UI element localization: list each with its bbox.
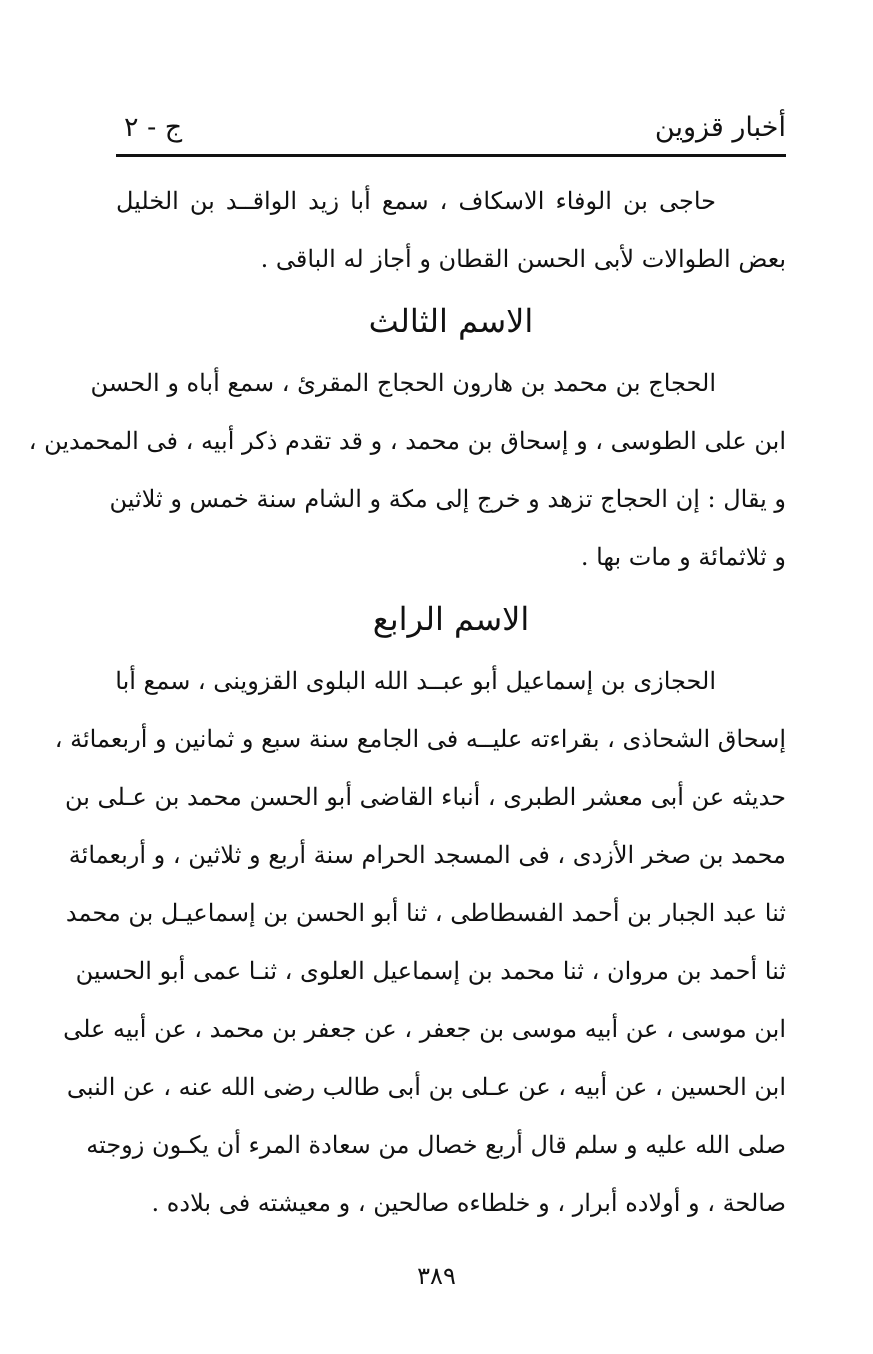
text-line: حديثه عن أبى معشر الطبرى ، أنباء القاضى أبو الحسن محمد بن عـلى بن	[64, 783, 786, 811]
page-number: ٣٨٩	[417, 1262, 456, 1290]
running-header	[116, 108, 786, 154]
paragraph	[116, 172, 786, 288]
section-heading: الاسم الثالث	[368, 302, 534, 340]
header-book-title: أخبار قزوين	[654, 112, 786, 143]
text-line: ثنا عبد الجبار بن أحمد الفسطاطى ، ثنا أبو الحسن بن إسماعيـل بن محمد	[65, 899, 786, 927]
text-line: ابن على الطوسى ، و إسحاق بن محمد ، و قد تقدم ذكر أبيه ، فى المحمدين ،	[28, 427, 786, 455]
header-rule	[116, 154, 786, 157]
text-line: صالحة ، و أولاده أبرار ، و خلطاءه صالحين ، و معيشته فى بلاده .	[151, 1189, 786, 1217]
text-line: صلى الله عليه و سلم قال أربع خصال من سعادة المرء أن يكـون زوجته	[86, 1131, 786, 1159]
text-line: محمد بن صخر الأزدى ، فى المسجد الحرام سنة أربع و ثلاثين ، و أربعمائة	[68, 841, 786, 869]
text-line: و يقال : إن الحجاج تزهد و خرج إلى مكة و الشام سنة خمس و ثلاثين	[109, 485, 786, 513]
text-line: ثنا أحمد بن مروان ، ثنا محمد بن إسماعيل العلوى ، ثنـا عمى أبو الحسين	[75, 957, 786, 985]
text-line: إسحاق الشحاذى ، بقراءته عليــه فى الجامع سنة سبع و ثمانين و أربعمائة ،	[54, 725, 786, 753]
text-line: الحجازى بن إسماعيل أبو عبــد الله البلوى القزوينى ، سمع أبا	[115, 667, 716, 695]
header-volume-number: ج - ٢	[124, 112, 183, 143]
section-heading: الاسم الرابع	[372, 600, 530, 638]
text-line: ابن موسى ، عن أبيه موسى بن جعفر ، عن جعفر بن محمد ، عن أبيه على	[63, 1015, 786, 1043]
text-line: حاجى بن الوفاء الاسكاف ، سمع أبا زيد الواقــد بن الخليل	[116, 187, 716, 215]
text-line: ابن الحسين ، عن أبيه ، عن عـلى بن أبى طالب رضى الله عنه ، عن النبى	[66, 1073, 786, 1101]
text-line: و ثلاثمائة و مات بها .	[580, 543, 786, 571]
paragraph	[28, 354, 786, 586]
page-body	[28, 172, 786, 1232]
paragraph	[54, 652, 786, 1232]
text-line: الحجاج بن محمد بن هارون الحجاج المقرئ ، سمع أباه و الحسن	[90, 369, 716, 397]
text-line: بعض الطوالات لأبى الحسن القطان و أجاز له الباقى .	[260, 245, 786, 273]
